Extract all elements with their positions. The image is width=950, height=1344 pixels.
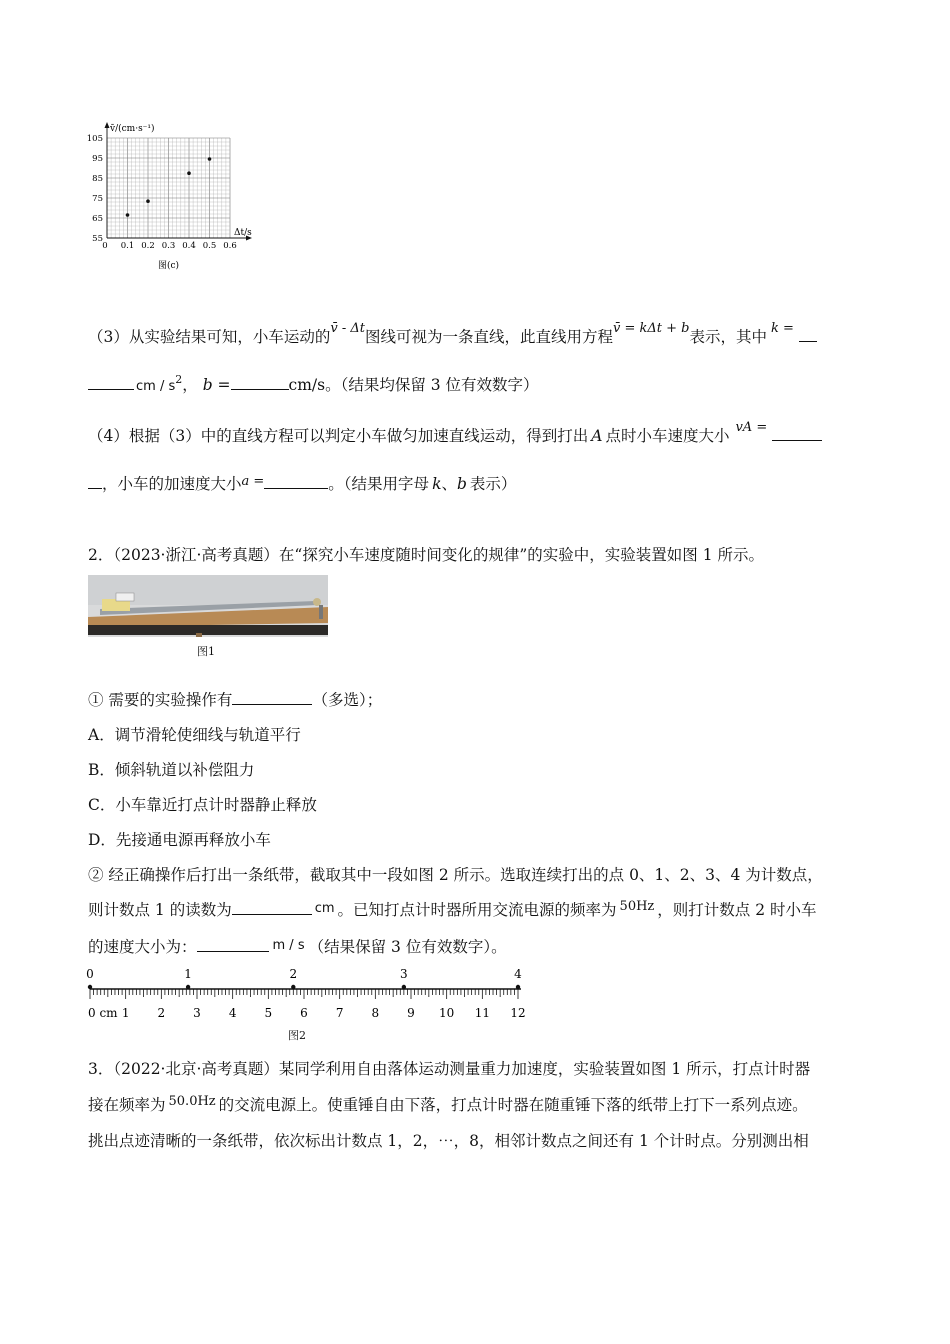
tape-dot — [291, 985, 295, 989]
table-edge — [88, 625, 328, 635]
letter-k: k — [432, 475, 442, 493]
data-point — [126, 213, 130, 217]
q2-part2-line3 — [88, 935, 507, 957]
formula-vbar-dt: v̄ - Δt — [330, 321, 365, 336]
x-axis-label: Δt/s — [234, 228, 252, 238]
ruler-ticks — [90, 989, 521, 999]
option-c[interactable]: C．小车靠近打点计时器静止释放 — [88, 796, 317, 814]
ruler-number: 6 — [300, 1006, 308, 1020]
ruler-number: 0 cm — [88, 1006, 118, 1020]
data-point — [187, 171, 191, 175]
q2-part2-line1: ② 经正确操作后打出一条纸带，截取其中一段如图 2 所示。选取连续打出的点 0、1、2、3、4 为计数点， — [88, 866, 823, 884]
text: （4）根据（3）中的直线方程可以判定小车做匀加速直线运动，得到打出 — [88, 427, 589, 445]
unit-cm: cm — [314, 901, 335, 916]
text: ，小车的加速度大小 — [102, 475, 242, 493]
figure-1-caption: 图1 — [197, 645, 215, 658]
text: 表示，其中 — [689, 328, 768, 346]
text: 接在频率为 — [88, 1096, 166, 1114]
answer-blank-k[interactable] — [88, 375, 134, 390]
table-leg — [196, 633, 202, 637]
x-tick-label: 0.3 — [161, 241, 176, 251]
text: （结果保留 3 位有效数字）。 — [308, 938, 507, 956]
x-tick-label: 0.2 — [141, 241, 155, 251]
y-tick-label: 105 — [86, 134, 103, 144]
q3-line2 — [88, 1093, 808, 1115]
x-tick-label: 0.6 — [223, 241, 237, 251]
tape-dot — [516, 985, 520, 989]
answer-blank-a[interactable] — [264, 474, 328, 489]
option-b[interactable]: B．倾斜轨道以补偿阻力 — [88, 761, 255, 779]
data-point — [208, 157, 212, 161]
x-tick-label: 0 — [102, 241, 108, 251]
text: 点时小车速度大小 — [605, 427, 730, 445]
answer-blank-vA-part1[interactable] — [772, 426, 822, 441]
figure-c-chart — [80, 118, 270, 278]
pulley — [313, 598, 321, 606]
q1-part4-line1 — [88, 420, 822, 446]
text: （多选）； — [312, 691, 383, 709]
formula-vA: vA = — [735, 420, 768, 435]
tape-point-label: 0 — [86, 967, 94, 981]
ruler-numbers — [88, 1006, 526, 1020]
ruler-number: 9 — [407, 1006, 415, 1020]
chart-ticks — [87, 134, 237, 251]
q1-part3-line1 — [88, 321, 817, 347]
unit-m-s: m / s — [272, 938, 305, 953]
ruler-number: 4 — [228, 1006, 237, 1020]
q3-line1: 3．（2022·北京·高考真题）某同学利用自由落体运动测量重力加速度，实验装置如图 1 所示，打点计时器 — [88, 1060, 811, 1078]
figure-2-ruler — [80, 965, 540, 1025]
y-axis-arrow — [105, 122, 110, 128]
text: 表示） — [469, 475, 517, 493]
tape-dot — [402, 985, 406, 989]
answer-blank-reading[interactable] — [232, 900, 312, 915]
q2-title: 2．（2023·浙江·高考真题）在“探究小车速度随时间变化的规律”的实验中，实验装置如图 1 所示。 — [88, 546, 764, 564]
text: 的速度大小为： — [88, 938, 197, 956]
q1-part3-line2 — [88, 373, 539, 395]
x-tick-label: 0.4 — [182, 241, 196, 251]
formula-b: b = — [202, 376, 231, 394]
x-tick-label: 0.1 — [120, 241, 135, 251]
option-a[interactable]: A．调节滑轮使细线与轨道平行 — [88, 726, 301, 744]
y-tick-label: 65 — [92, 214, 103, 224]
answer-blank-operations[interactable] — [232, 690, 312, 705]
text: 。（结果用字母 — [328, 475, 430, 493]
y-tick-label: 85 — [92, 174, 103, 184]
ruler-number: 8 — [371, 1006, 380, 1020]
tape-points — [86, 967, 522, 989]
text: 、 — [441, 475, 457, 493]
text: ① 需要的实验操作有 — [88, 691, 233, 709]
option-d[interactable]: D．先接通电源再释放小车 — [88, 831, 271, 849]
letter-b: b — [456, 475, 467, 493]
unit-cm-s2: cm / s — [136, 379, 176, 394]
y-axis-label: v̄/(cm·s⁻¹) — [110, 124, 155, 134]
timer — [116, 593, 134, 601]
tape-dot — [186, 985, 190, 989]
answer-blank-speed[interactable] — [197, 937, 269, 952]
ruler-number: 12 — [510, 1006, 526, 1020]
weight — [319, 605, 323, 619]
formula-k: k = — [771, 321, 794, 336]
y-tick-label: 75 — [92, 194, 103, 204]
ruler-number: 1 — [121, 1006, 130, 1020]
figure-c-caption: 图(c) — [158, 261, 180, 271]
text: ， — [182, 376, 198, 394]
q3-line3: 挑出点迹清晰的一条纸带，依次标出计数点 1，2，⋯，8，相邻计数点之间还有 1 个计时点。分别测出相 — [88, 1132, 809, 1150]
text: 图线可视为一条直线，此直线用方程 — [365, 328, 614, 346]
chart-grid — [107, 138, 230, 238]
ruler-number: 10 — [439, 1006, 455, 1020]
tape-point-label: 3 — [400, 967, 408, 981]
formula-line-equation: v̄ = kΔt + b — [613, 321, 690, 336]
unit-superscript: 2 — [175, 373, 183, 386]
text: cm/s。（结果均保留 3 位有效数字） — [288, 376, 539, 394]
tape-point-label: 4 — [514, 967, 522, 981]
ruler-number: 3 — [193, 1006, 201, 1020]
data-point — [146, 199, 150, 203]
figure-1-apparatus — [88, 575, 328, 637]
q2-part2-line2 — [88, 898, 817, 920]
ruler-number: 7 — [335, 1006, 344, 1020]
answer-blank-b[interactable] — [231, 375, 289, 390]
x-tick-label: 0.5 — [202, 241, 217, 251]
ruler-number: 11 — [474, 1006, 490, 1020]
q1-part4-line2 — [88, 472, 516, 494]
ruler-number: 5 — [264, 1006, 273, 1020]
answer-blank-vA[interactable] — [88, 474, 102, 489]
text: 则计数点 1 的读数为 — [88, 901, 232, 919]
tape-point-label: 1 — [184, 967, 192, 981]
text: 。已知打点计时器所用交流电源的频率为 — [337, 901, 617, 919]
tape-dot — [88, 985, 92, 989]
ruler-number: 2 — [157, 1006, 166, 1020]
frequency-value: 50Hz — [619, 899, 655, 914]
text: ，则打计数点 2 时小车 — [657, 901, 817, 919]
text: 的交流电源上。使重锤自由下落，打点计时器在随重锤下落的纸带上打下一系列点迹。 — [218, 1096, 808, 1114]
answer-blank-k-part1[interactable] — [799, 327, 817, 342]
figure-2-caption: 图2 — [288, 1029, 306, 1042]
text: （3）从实验结果可知，小车运动的 — [88, 328, 331, 346]
y-tick-label: 95 — [92, 154, 103, 164]
q2-operation-question — [88, 688, 382, 710]
tape-point-label: 2 — [289, 967, 298, 981]
formula-a: a = — [241, 474, 265, 489]
frequency-value: 50.0Hz — [168, 1094, 216, 1109]
point-A: A — [591, 427, 603, 445]
y-tick-label: 55 — [92, 234, 103, 244]
